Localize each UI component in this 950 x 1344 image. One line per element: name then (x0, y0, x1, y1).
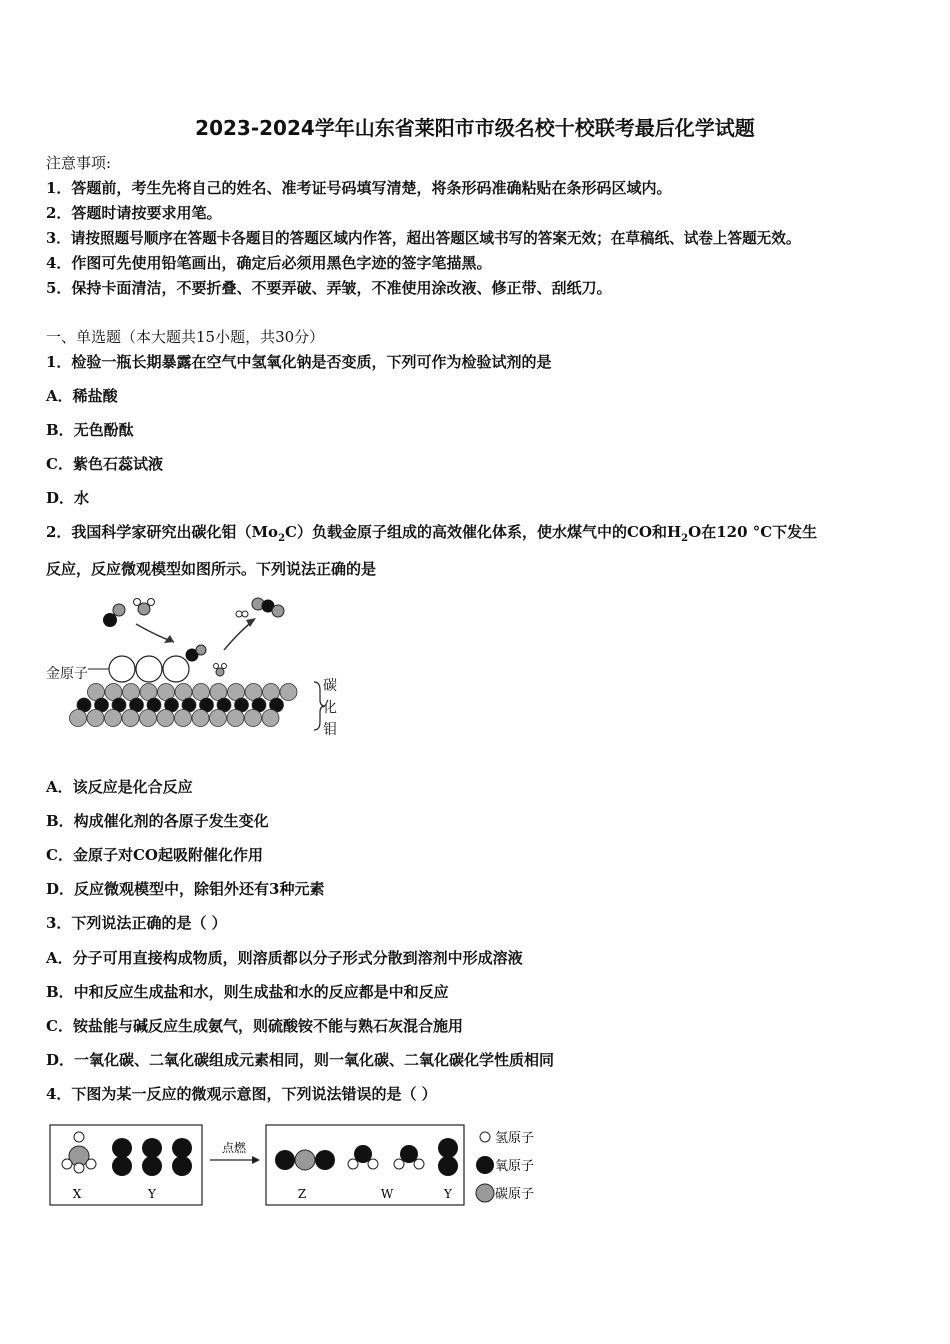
notice-heading: 注意事项: (46, 154, 112, 172)
q3-option-a: A．分子可用直接构成物质，则溶质都以分子形式分散到溶剂中形成溶液 (46, 949, 523, 967)
molybdenum-atom (105, 710, 122, 727)
notice-item: 3．请按照题号顺序在答题卡各题目的答题区域内作答，超出答题区域书写的答案无效；在草稿纸、试卷上答题无效。 (46, 230, 801, 247)
molybdenum-atom (192, 710, 209, 727)
co-molecule (103, 604, 125, 627)
q2-option-d: D．反应微观模型中，除钼外还有3种元素 (46, 880, 325, 898)
carbide-label: 碳 化 钼 (323, 678, 337, 738)
molybdenum-carbide-layer (70, 684, 298, 727)
label-w: W (380, 1187, 394, 1201)
molybdenum-atom (210, 710, 227, 727)
section-heading: 一、单选题（本大题共15小题，共30分） (46, 328, 325, 346)
notice-item: 2．答题时请按要求用笔。 (46, 204, 222, 222)
q1-option-a: A．稀盐酸 (46, 387, 118, 405)
adsorbed-water (216, 668, 224, 676)
legend-oxygen-icon (476, 1156, 494, 1174)
q4-reaction-figure (48, 1122, 548, 1212)
gold-atoms (109, 656, 189, 682)
q2-stem-continued: 反应，反应微观模型如图所示。下列说法正确的是 (46, 560, 377, 578)
arrow-label: 点燃 (221, 1141, 247, 1155)
q2-option-c: C．金原子对CO起吸附催化作用 (46, 846, 263, 864)
water-molecule (134, 599, 155, 616)
q1-option-d: D．水 (46, 489, 90, 507)
molybdenum-atom (280, 684, 297, 701)
legend-carbon-icon (476, 1184, 494, 1202)
molybdenum-atom (157, 710, 174, 727)
molybdenum-atom (245, 710, 262, 727)
notice-item: 4．作图可先使用铅笔画出，确定后必须用黑色字迹的签字笔描黑。 (46, 254, 492, 272)
legend-hydrogen: 氢原子 (495, 1131, 535, 1146)
legend-oxygen: 氧原子 (495, 1159, 535, 1174)
h2-molecule (236, 611, 248, 617)
molybdenum-atom (87, 710, 104, 727)
q1-option-b: B．无色酚酞 (46, 421, 134, 439)
q3-stem: 3．下列说法正确的是（ ） (46, 914, 227, 932)
adsorbed-carbon (196, 645, 206, 655)
notice-item: 1．答题前，考生先将自己的姓名、准考证号码填写清楚，将条形码准确粘贴在条形码区域内。 (46, 179, 672, 197)
co2-molecule (252, 598, 284, 617)
water-molecules (348, 1145, 424, 1169)
label-y2: Y (444, 1187, 452, 1201)
molybdenum-atom (122, 710, 139, 727)
label-y: Y (148, 1187, 156, 1201)
q3-option-d: D．一氧化碳、二氧化碳组成元素相同，则一氧化碳、二氧化碳化学性质相同 (46, 1051, 555, 1069)
co2-molecule (275, 1150, 335, 1170)
molybdenum-atom (140, 710, 157, 727)
label-z: Z (297, 1187, 307, 1201)
q1-option-c: C．紫色石蕊试液 (46, 455, 163, 473)
page-title: 2023-2024学年山东省莱阳市市级名校十校联考最后化学试题 (195, 116, 755, 140)
molybdenum-atom (262, 710, 279, 727)
q3-option-c: C．铵盐能与碱反应生成氨气，则硫酸铵不能与熟石灰混合施用 (46, 1017, 463, 1035)
molybdenum-atom (175, 710, 192, 727)
q4-stem: 4．下图为某一反应的微观示意图，下列说法错误的是（ ） (46, 1085, 437, 1103)
methane-molecule (62, 1132, 96, 1173)
q2-reaction-model-figure (44, 592, 354, 747)
legend-hydrogen-icon (480, 1132, 490, 1142)
q2-option-b: B．构成催化剂的各原子发生变化 (46, 812, 269, 830)
notice-item: 5．保持卡面清洁，不要折叠、不要弄破、弄皱，不准使用涂改液、修正带、刮纸刀。 (46, 279, 612, 297)
q1-stem: 1．检验一瓶长期暴露在空气中氢氧化钠是否变质，下列可作为检验试剂的是 (46, 353, 552, 371)
products-box (266, 1125, 464, 1205)
molybdenum-atom (70, 710, 87, 727)
gold-atom-label: 金原子 (46, 666, 88, 682)
q2-stem: 2．我国科学家研究出碳化钼$(Mo_2C)$负载金原子组成的高效催化体系，使水煤气中的CO和$H_2O$在120 °C下发生 (46, 523, 818, 544)
q3-option-b: B．中和反应生成盐和水，则生成盐和水的反应都是中和反应 (46, 983, 449, 1001)
legend-carbon: 碳原子 (495, 1187, 535, 1202)
oxygen-molecules (112, 1138, 192, 1176)
oxygen-molecule (438, 1138, 458, 1176)
q2-option-a: A．该反应是化合反应 (46, 778, 193, 796)
label-x: X (72, 1187, 82, 1201)
molybdenum-atom (227, 710, 244, 727)
